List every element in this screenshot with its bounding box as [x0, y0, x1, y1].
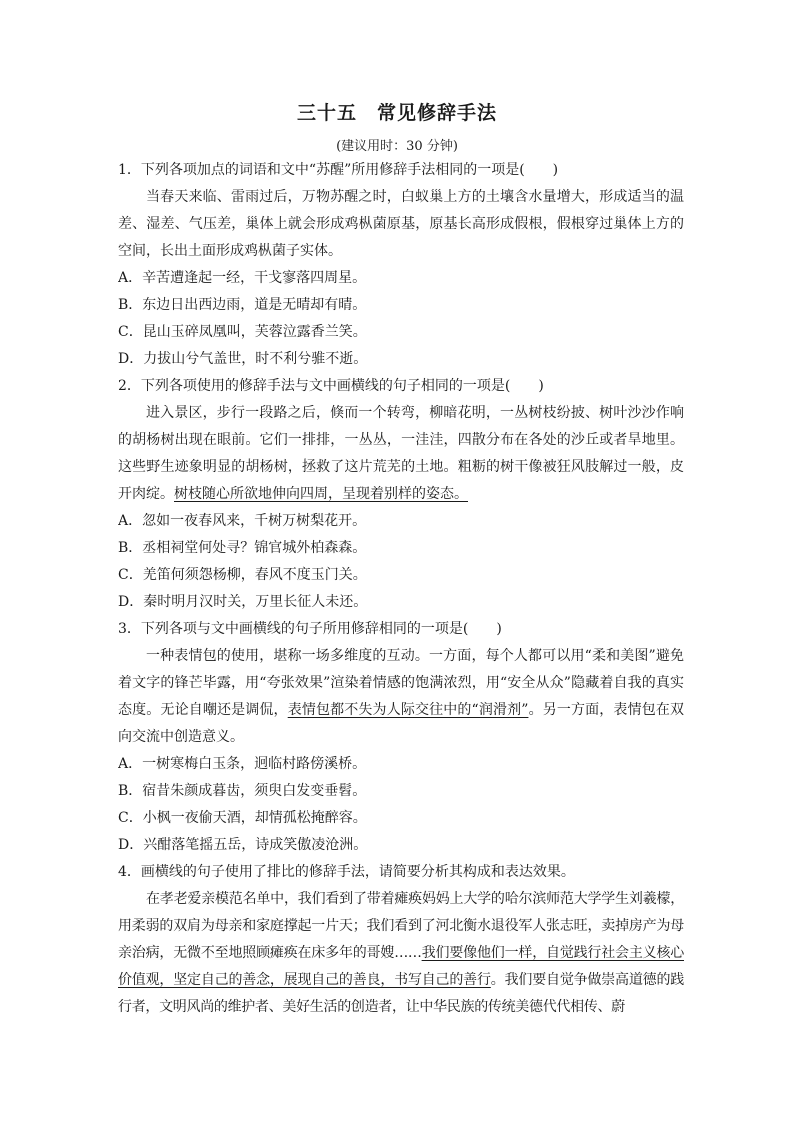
question-1-passage: 当春天来临、雷雨过后，万物苏醒之时，白蚁巢上方的土壤含水量增大，形成适当的温差、湿差、气压差，巢体上就会形成鸡枞菌原基，原基长高形成假根，假根穿过巢体上方的空间，长出土面形成鸡枞菌子实体。 — [118, 189, 684, 259]
question-list — [118, 157, 684, 1021]
question-2-stem: 2．下列各项使用的修辞手法与文中画横线的句子相同的一项是( ) — [118, 378, 544, 394]
question-2-underlined-sentence: 树枝随心所欲地伸向四周，呈现着别样的姿态。 — [174, 486, 468, 502]
question-2-option-b: B．丞相祠堂何处寻？锦官城外柏森森。 — [118, 540, 367, 556]
question-3-option-c: C．小枫一夜偷天酒，却情孤松掩醉容。 — [118, 810, 367, 826]
question-3-option-b: B．宿昔朱颜成暮齿，须臾白发变垂髫。 — [118, 783, 367, 799]
question-4-stem: 4．画横线的句子使用了排比的修辞手法，请简要分析其构成和表达效果。 — [118, 864, 575, 880]
question-1-option-a: A．辛苦遭逢起一经，干戈寥落四周星。 — [118, 270, 367, 286]
page-title: 三十五 常见修辞手法 — [296, 102, 497, 124]
question-4-passage-after: 。我们要自觉争做崇高道德的践行者，文明风尚的维护者、美好生活的创造者，让中华民族的传统美德代代相传、蔚 — [118, 972, 684, 1015]
question-1-option-c: C．昆山玉碎凤凰叫，芙蓉泣露香兰笑。 — [118, 324, 367, 340]
question-4-passage — [118, 886, 684, 1021]
question-2-option-a: A．忽如一夜春风来，千树万树梨花开。 — [118, 513, 367, 529]
question-2-option-c: C．羌笛何须怨杨柳，春风不度玉门关。 — [118, 567, 367, 583]
question-3-passage-before: 一种表情包的使用，堪称一场多维度的互动。一方面，每个人都可以用“柔和美图”避免着文字的锋芒毕露，用“夸张效果”渲染着情感的饱满浓烈，用“安全从众”隐藏着自我的真实态度。无论自嘲还是调侃， — [118, 648, 684, 718]
time-suggestion: (建议用时：30 分钟) — [336, 139, 458, 154]
question-1-option-d: D．力拔山兮气盖世，时不利兮骓不逝。 — [118, 351, 368, 367]
question-1-stem: 1．下列各项加点的词语和文中“苏醒”所用修辞手法相同的一项是( ) — [118, 162, 559, 178]
question-4-underlined-sentence: 我们要像他们一样，自觉践行社会主义核心价值观，坚定自己的善念，展现自己的善良，书写自己的善行 — [118, 945, 684, 988]
question-1-option-b: B．东边日出西边雨，道是无晴却有晴。 — [118, 297, 367, 313]
question-4-passage-before: 在孝老爱亲模范名单中，我们看到了带着瘫痪妈妈上大学的哈尔滨师范大学学生刘羲檬，用柔弱的双肩为母亲和家庭撑起一片天；我们看到了河北衡水退役军人张志旺，卖掉房产为母亲治病，无微不至地照顾瘫痪在床多年的哥嫂…… — [118, 891, 684, 961]
question-3-option-a: A．一树寒梅白玉条，迥临村路傍溪桥。 — [118, 756, 367, 772]
question-3-passage — [118, 643, 684, 751]
question-2-passage — [118, 400, 684, 508]
question-3-option-d: D．兴酣落笔摇五岳，诗成笑傲凌沧洲。 — [118, 837, 368, 853]
question-3-underlined-sentence: 表情包都不失为人际交往中的“润滑剂” — [287, 702, 529, 718]
question-2-passage-text: 进入景区，步行一段路之后，倏而一个转弯，柳暗花明，一丛树枝纷披、树叶沙沙作响的胡杨树出现在眼前。它们一排排，一丛丛，一洼洼，四散分布在各处的沙丘或者旱地里。这些野生迹象明显的胡杨树，拯救了这片荒芜的土地。粗粝的树干像被狂风肢解过一般，皮开肉绽。 — [118, 405, 684, 502]
question-3-passage-after: 。另一方面，表情包在双向交流中创造意义。 — [118, 702, 684, 745]
question-3-stem: 3．下列各项与文中画横线的句子所用修辞相同的一项是( ) — [118, 621, 502, 637]
question-2-option-d: D．秦时明月汉时关，万里长征人未还。 — [118, 594, 368, 610]
